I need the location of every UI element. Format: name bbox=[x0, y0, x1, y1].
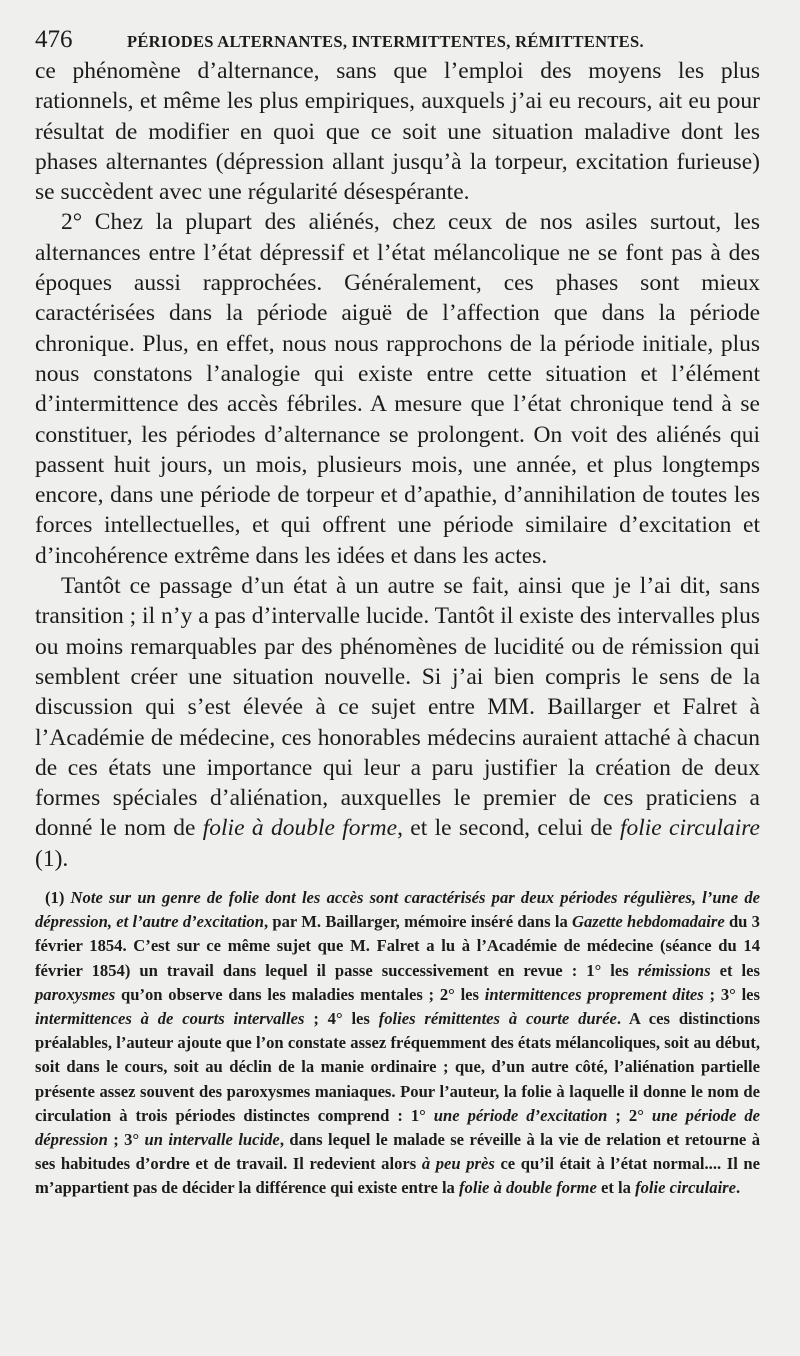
italic-text-run: une période d’excitation bbox=[433, 1105, 608, 1125]
body-text bbox=[35, 56, 760, 874]
text-run: 2° Chez la plupart des aliénés, chez ceux de nos asiles surtout, les alternances entre l’état dépressif et l’état mélancolique ne se font pas à des époques aussi rapprochées. Généralement, ces phases sont mieux caractérisées dans la période aiguë de l’affection que dans la période chronique. Plus, en effet, nous nous rapprochons de la période initiale, plus nous constatons l’analogie qui existe entre cette situation et l’élément d’intermittence des accès fébriles. A mesure que l’état chronique tend à se constituer, les périodes d’alternance se prolongent. On voit des aliénés qui passent huit jours, un mois, plusieurs mois, une année, et plus longtemps encore, dans une période de torpeur et d’apathie, d’annihilation de toutes les forces intellectuelles, et qui offrent une période similaire d’excitation et d’incohérence extrême dans les idées et dans les actes. bbox=[35, 209, 760, 569]
italic-text-run: folie circulaire bbox=[619, 815, 760, 842]
running-title: PÉRIODES ALTERNANTES, INTERMITTENTES, RÉMITTENTES. bbox=[127, 32, 644, 51]
text-run: , dans lequel le malade se réveille à la vie de relation et retourne à ses habitudes d’ordre et de travail. Il redevient alors bbox=[35, 1130, 761, 1174]
text-run: . bbox=[736, 1178, 741, 1198]
text-run: Tantôt ce passage d’un état à un autre se fait, ainsi que je l’ai dit, sans transition ; il n’y a pas d’intervalle lucide. Tantôt il existe des intervalles plus ou moins remarquables par des phénomènes de lucidité ou de rémission qui semblent créer une situation nouvelle. Si j’ai bien compris le sens de la discussion qui s’est élevée à ce sujet entre MM. Baillarger et Falret à l’Académie de médecine, ces honorables médecins auraient attaché à chacun de ces états une importance qui leur a paru justifier la création de deux formes spéciales d’aliénation, auxquelles le premier de ces praticiens a donné le nom de bbox=[35, 573, 760, 842]
italic-text-run: intermittences à de courts intervalles bbox=[35, 1009, 305, 1029]
text-run: ; 3° bbox=[107, 1130, 145, 1150]
page-number: 476 bbox=[35, 26, 73, 53]
italic-text-run: à peu près bbox=[421, 1154, 495, 1174]
text-run: (1). bbox=[35, 845, 69, 872]
italic-text-run: un intervalle lucide bbox=[144, 1130, 280, 1150]
footnote bbox=[35, 886, 760, 1201]
footnote-paragraph bbox=[35, 886, 760, 1201]
text-run: ; 4° les bbox=[304, 1009, 379, 1029]
text-run: ; 2° bbox=[607, 1105, 652, 1125]
text-run: qu’on observe dans les maladies mentales ; 2° les bbox=[115, 984, 485, 1004]
paragraph bbox=[35, 56, 760, 207]
text-run: et la bbox=[596, 1178, 636, 1198]
italic-text-run: folie à double forme bbox=[202, 815, 398, 842]
italic-text-run: intermittences proprement dites bbox=[484, 984, 704, 1004]
italic-text-run: Note sur un genre de folie dont les accès sont caractérisés par deux périodes régulières, l’une de dépression, et l’autre d’excitation bbox=[35, 888, 760, 932]
paragraph bbox=[35, 571, 760, 874]
text-run: , par M. Baillarger, mémoire inséré dans la bbox=[263, 912, 573, 932]
text-run: ; 3° les bbox=[703, 984, 760, 1004]
italic-text-run: folie circulaire bbox=[635, 1178, 737, 1198]
text-run: , et le second, celui de bbox=[397, 815, 620, 842]
text-run: . A ces distinctions préalables, l’auteur ajoute que l’on constate assez fréquemment des états mélancoliques, soit au début, soit dans le cours, soit au déclin de la manie ordinaire ; que, d’un autre côté, l’aliénation partielle présente assez souvent des paroxysmes maniaques. Pour l’auteur, la folie à laquelle il donne le nom de circulation à trois périodes distinctes comprend : 1° bbox=[35, 1009, 760, 1125]
italic-text-run: folie à double forme bbox=[459, 1178, 597, 1198]
text-run: et les bbox=[710, 960, 760, 980]
italic-text-run: paroxysmes bbox=[35, 984, 116, 1004]
italic-text-run: Gazette hebdomadaire bbox=[572, 912, 725, 932]
text-run: ce phénomène d’alternance, sans que l’emploi des moyens les plus rationnels, et même les plus empiriques, auxquels j’ai eu recours, ait eu pour résultat de modifier en quoi que ce soit une situation maladive dont les phases alternantes (dépression allant jusqu’à la torpeur, excitation furieuse) se succèdent avec une régularité désespérante. bbox=[35, 58, 760, 206]
text-run: du 3 février 1854. C’est sur ce même sujet que M. Falret a lu à l’Académie de médecine (séance du 14 février 1854) un travail dans lequel il passe successivement en revue : 1° les bbox=[35, 912, 760, 980]
italic-text-run: une période de dépression bbox=[35, 1105, 761, 1150]
page-header bbox=[35, 26, 760, 54]
text-run: ce qu’il était à l’état normal.... Il ne m’appartient pas de décider la différence qui existe entre la bbox=[35, 1154, 761, 1198]
paragraph bbox=[35, 207, 760, 571]
text-run: (1) bbox=[45, 888, 71, 908]
italic-text-run: folies rémittentes à courte durée bbox=[378, 1009, 617, 1029]
italic-text-run: rémissions bbox=[637, 960, 711, 980]
